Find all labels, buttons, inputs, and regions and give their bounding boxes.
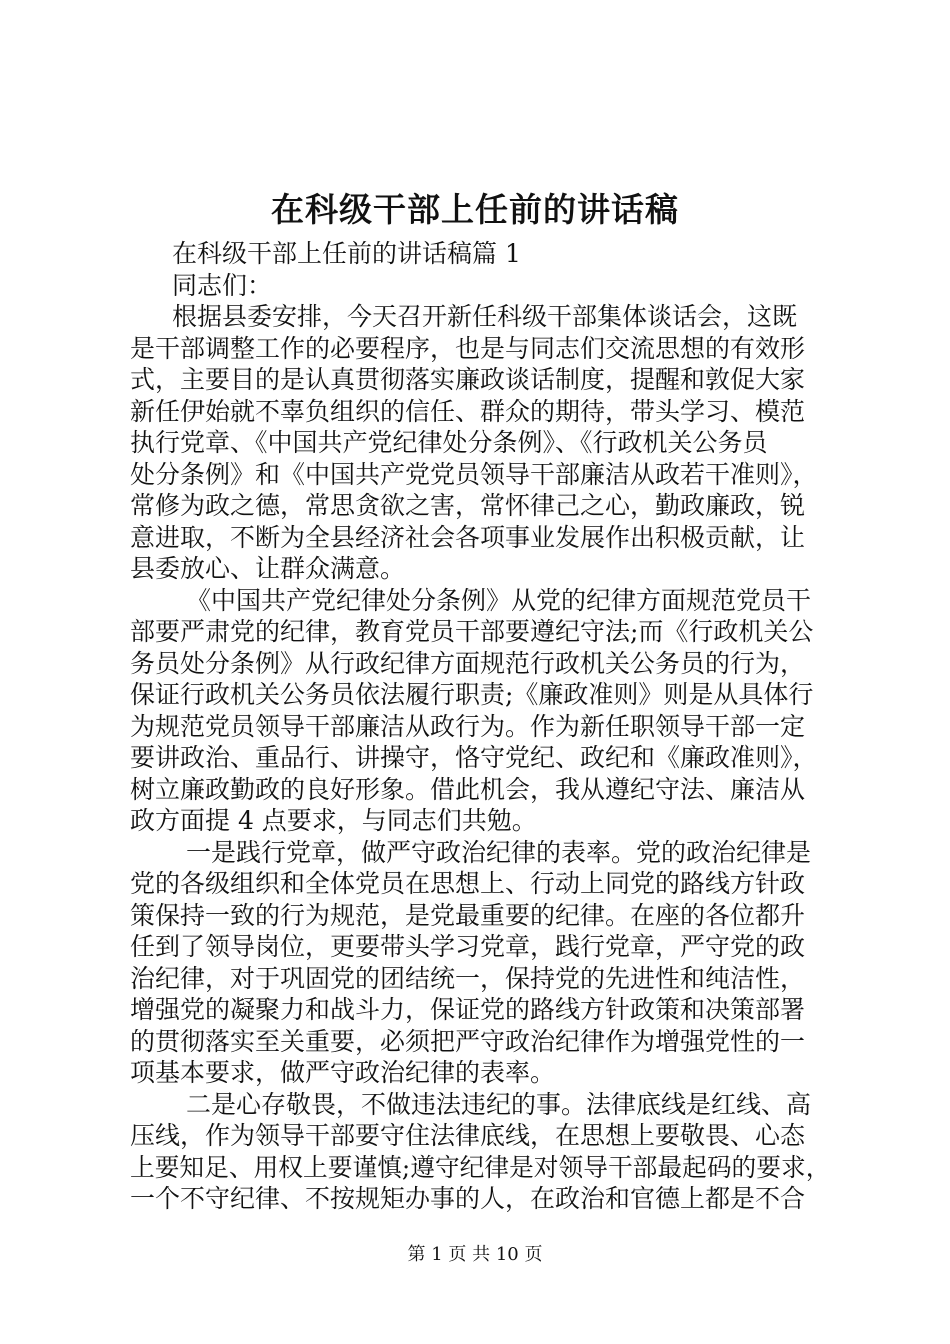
- paragraph-line: 县委放心、让群众满意。: [130, 554, 406, 583]
- paragraph-line: 要讲政治、重品行、讲操守，恪守党纪、政纪和《廉政准则》，: [130, 743, 818, 772]
- paragraph-line: 二是心存敬畏，不做违法违纪的事。法律底线是红线、高: [186, 1089, 812, 1119]
- paragraph-line: 式，主要目的是认真贯彻落实廉政谈话制度，提醒和敦促大家: [130, 365, 806, 394]
- paragraph-line: 的贯彻落实至关重要，必须把严守政治纪律作为增强党性的一: [130, 1026, 806, 1056]
- paragraph-line: 任到了领导岗位，更要带头学习党章，践行党章，严守党的政: [130, 932, 806, 961]
- paragraph-line: 意进取，不断为全县经济社会各项事业发展作出积极贡献，让: [130, 522, 806, 552]
- paragraph-line: 党的各级组织和全体党员在思想上、行动上同党的路线方针政: [130, 869, 806, 898]
- subtitle-line: 在科级干部上任前的讲话稿篇 1: [172, 239, 521, 268]
- paragraph-line: 新任伊始就不辜负组织的信任、群众的期待，带头学习、模范: [130, 396, 806, 426]
- paragraph-line: 政方面提 4 点要求，与同志们共勉。: [130, 806, 537, 835]
- paragraph-line: 处分条例》和《中国共产党党员领导干部廉洁从政若干准则》，: [130, 459, 818, 489]
- paragraph-line: 压线，作为领导干部要守住法律底线，在思想上要敬畏、心态: [130, 1121, 806, 1150]
- paragraph-line: 项基本要求，做严守政治纪律的表率。: [130, 1058, 556, 1087]
- page-number-footer: 第 1 页 共 10 页: [407, 1244, 543, 1265]
- salutation-line: 同志们：: [172, 270, 273, 300]
- document-title: 在科级干部上任前的讲话稿: [271, 190, 679, 229]
- paragraph-line: 策保持一致的行为规范，是党最重要的纪律。在座的各位都升: [130, 900, 806, 930]
- paragraph-line: 保证行政机关公务员依法履行职责;《廉政准则》则是从具体行: [130, 680, 814, 709]
- paragraph-line: 一是践行党章，做严守政治纪律的表率。党的政治纪律是: [186, 837, 812, 867]
- paragraph-line: 是干部调整工作的必要程序，也是与同志们交流思想的有效形: [130, 333, 806, 363]
- paragraph-line: 执行党章、《中国共产党纪律处分条例》、《行政机关公务员: [130, 428, 768, 457]
- paragraph-line: 根据县委安排，今天召开新任科级干部集体谈话会，这既: [172, 302, 798, 331]
- paragraph-line: 《中国共产党纪律处分条例》从党的纪律方面规范党员干: [186, 585, 812, 615]
- paragraph-line: 增强党的凝聚力和战斗力，保证党的路线方针政策和决策部署: [130, 995, 806, 1024]
- paragraph-line: 为规范党员领导干部廉洁从政行为。作为新任职领导干部一定: [130, 711, 806, 741]
- paragraph-line: 树立廉政勤政的良好形象。借此机会，我从遵纪守法、廉洁从: [130, 774, 806, 804]
- paragraph-line: 一个不守纪律、不按规矩办事的人，在政治和官德上都是不合: [130, 1184, 806, 1213]
- paragraph-line: 上要知足、用权上要谨慎;遵守纪律是对领导干部最起码的要求，: [130, 1152, 831, 1182]
- document-body: [130, 238, 830, 1215]
- paragraph-line: 常修为政之德，常思贪欲之害，常怀律己之心，勤政廉政，锐: [130, 491, 806, 520]
- paragraph-line: 治纪律，对于巩固党的团结统一，保持党的先进性和纯洁性，: [130, 963, 806, 993]
- paragraph-line: 务员处分条例》从行政纪律方面规范行政机关公务员的行为，: [130, 648, 806, 678]
- paragraph-line: 部要严肃党的纪律，教育党员干部要遵纪守法;而《行政机关公: [130, 617, 814, 646]
